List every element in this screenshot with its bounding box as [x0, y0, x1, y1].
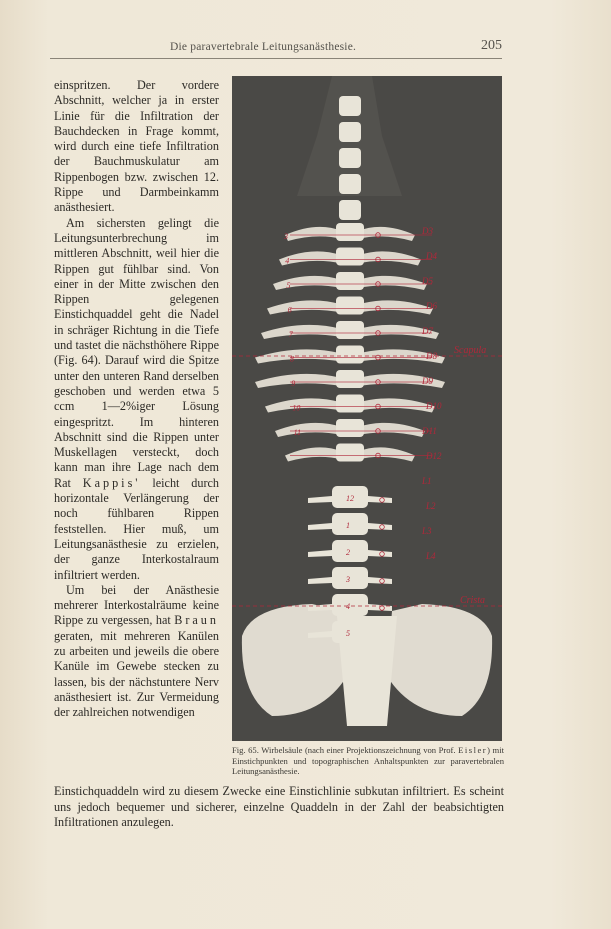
segment-label: D10 [426, 401, 442, 411]
spine-figure [232, 76, 502, 741]
lumbar-vertebra [332, 567, 368, 589]
vertebra-number-label: 1 [346, 521, 350, 530]
thoracic-vertebra [336, 223, 364, 241]
upper-vertebra [339, 122, 361, 142]
spine-illustration [232, 76, 502, 741]
segment-label: L4 [426, 551, 436, 561]
paragraph-3 [54, 583, 219, 721]
caption-label: Fig. 65. [232, 745, 259, 755]
paragraph-2-text-b: leicht durch horizontale Verlängerung der noch fühlbaren Rippen feststellen. Hier muß, um Leitungsanästhesie zu erzielen, der ganze Interkostalraum infiltriert werden. [54, 475, 220, 582]
rib-number-label: 11 [293, 428, 302, 437]
upper-vertebra [339, 200, 361, 220]
paragraph-4: Einstichquaddeln wird zu diesem Zwecke eine Einstichlinie subkutan infiltriert. Es scheint uns jedoch bequemer und sicherer, einzelne Quaddeln in der Zahl der beabsichtigten Infiltrationen anzulegen. [54, 784, 504, 829]
segment-label: D7 [422, 326, 433, 336]
segment-label: D8 [426, 351, 437, 361]
thoracic-vertebra [336, 346, 364, 364]
thoracic-vertebra [336, 444, 364, 462]
vertebra-number-label: 12 [346, 494, 354, 503]
caption-text-2: ) mit Einstichpunkten und topographischen Anhaltspunkten zur paravertebralen Leitungsanästhesie. [232, 745, 504, 777]
segment-label: L1 [422, 476, 432, 486]
rib-number-label: 6 [287, 305, 292, 315]
rib-number-label: 4 [285, 256, 290, 266]
segment-label: D3 [422, 226, 433, 236]
lumbar-vertebra [332, 513, 368, 535]
rib-number-label: 8 [290, 354, 294, 364]
vertebra-number-label: 3 [346, 575, 350, 584]
thoracic-vertebra [336, 297, 364, 315]
thoracic-vertebra [336, 395, 364, 413]
author-name-braun: Braun [174, 613, 219, 628]
paragraph-2 [54, 216, 219, 583]
segment-label: D6 [426, 301, 437, 311]
paragraph-2-text-a: Am sichersten gelingt die Leitungsunterbrechung im mittleren Abschnitt, weil hier die Rippen gut fühlbar sind. Von einer in der Mitte zwischen den Rippen gelegenen Einstichquaddel geht die Nadel in schräger Richtung in die Tiefe und tastet die nächsthöhere Rippe (Fig. 64). Darauf wird die Spitze unter den unteren Rand derselben geschoben und werden etwa 5 ccm 1—2%iger Lösung eingespritzt. Im hinteren Abschnitt sind die Rippen unter Muskellagen versteckt, doch kann man ihre Lage nach dem Rat [54, 215, 219, 490]
rib-number-label: 9 [291, 379, 296, 388]
thoracic-vertebra [336, 370, 364, 388]
left-column-text [54, 78, 219, 720]
rib-number-label: 3 [284, 232, 288, 241]
scapula-label: Scapula [454, 345, 487, 356]
author-name-kappis: Kappis' [82, 475, 141, 490]
rib-number-label: 5 [286, 281, 291, 290]
paragraph-3-text-a: Um bei der Anästhesie mehrerer Interkostalräume keine Rippe zu vergessen, hat [54, 582, 219, 628]
upper-vertebra [339, 96, 361, 116]
paragraph-3-text-b: geraten, mit mehreren Kanülen zu arbeiten und jeweils die obere Kanüle im Gewebe stecken zu lassen, bis der nächstuntere Nerv anästhesiert ist. Zur Vermeidung der zahlreichen notwendigen [54, 628, 219, 720]
lumbar-vertebra [332, 540, 368, 562]
segment-label: D11 [422, 426, 437, 436]
rib-number-label: 7 [288, 330, 293, 339]
page-number: 205 [481, 38, 502, 53]
upper-vertebra [339, 148, 361, 168]
running-header [50, 38, 502, 59]
vertebra-number-label: 4 [346, 602, 350, 611]
vertebra-number-label: 5 [346, 629, 350, 638]
segment-label: D12 [426, 451, 442, 461]
paragraph-1: einspritzen. Der vordere Abschnitt, welcher ja in erster Linie für die Infiltration der Bauchdecken in Frage kommt, wird durch eine tiefe Infiltration der Bauchmuskulatur am Rippenbogen bzw. zwischen 12. Rippe und Darmbeinkamm anästhesiert. [54, 78, 219, 215]
segment-label: L3 [422, 526, 432, 536]
thoracic-vertebra [336, 248, 364, 266]
thoracic-vertebra [336, 321, 364, 339]
full-width-text [54, 784, 504, 831]
crista-label: Crista [460, 595, 486, 606]
running-title: Die paravertebrale Leitungsanästhesie. [170, 41, 357, 53]
segment-label: L2 [426, 501, 436, 511]
upper-vertebra [339, 174, 361, 194]
thoracic-vertebra [336, 419, 364, 437]
segment-label: D9 [422, 376, 433, 386]
figure-caption [232, 745, 504, 777]
rib-number-label: 10 [292, 403, 301, 413]
segment-label: D5 [422, 276, 433, 286]
segment-label: D4 [426, 251, 437, 261]
thoracic-vertebra [336, 272, 364, 290]
vertebra-number-label: 2 [346, 548, 350, 557]
caption-author: Eisler [458, 745, 488, 755]
caption-text: Wirbelsäule (nach einer Projektionszeichnung von Prof. [261, 745, 456, 755]
